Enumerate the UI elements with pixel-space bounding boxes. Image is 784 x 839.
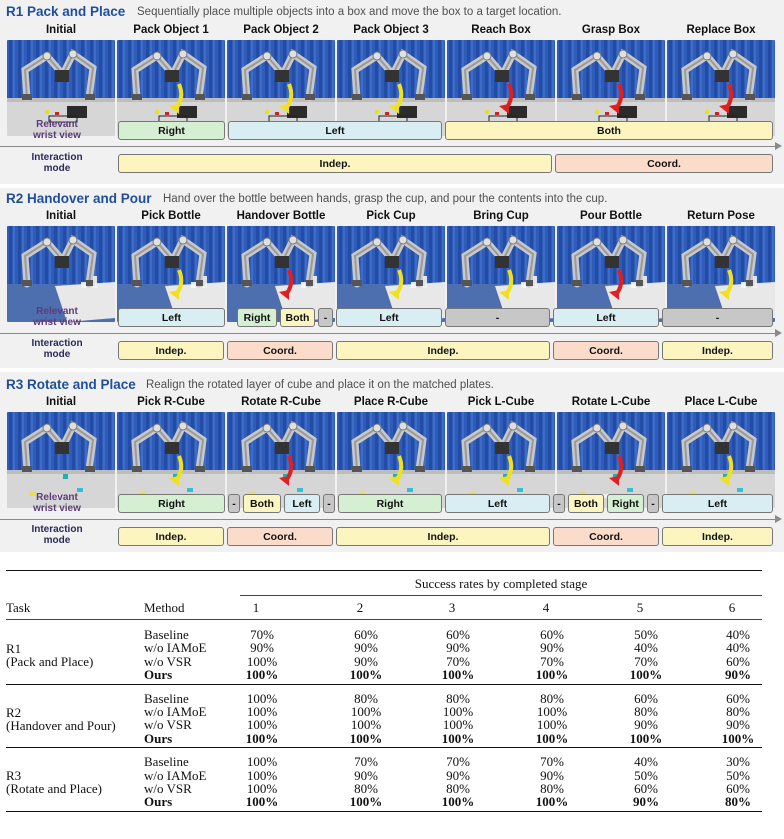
success-rate-cell: 90% bbox=[446, 640, 470, 656]
wrist-view-segment: Left bbox=[662, 494, 773, 513]
success-rate-cell: 100% bbox=[441, 667, 475, 683]
success-rate-cell: 40% bbox=[726, 640, 750, 656]
interaction-mode-segment: Indep. bbox=[336, 527, 550, 546]
stage-col-header: 5 bbox=[636, 600, 644, 615]
method-name: Baseline bbox=[144, 627, 189, 642]
stage-label: Place L-Cube bbox=[684, 396, 758, 408]
success-rate-cell: 70% bbox=[540, 754, 564, 770]
success-rate-cell: 40% bbox=[634, 754, 658, 770]
success-rate-cell: 100% bbox=[349, 794, 383, 810]
table-col-method: Method bbox=[144, 600, 185, 615]
wrist-view-segment: Right bbox=[118, 121, 225, 140]
success-rate-cell: 100% bbox=[350, 704, 382, 719]
success-rate-cell: 80% bbox=[540, 690, 564, 706]
success-rate-cell: 60% bbox=[540, 627, 564, 642]
stage-col-header: 4 bbox=[542, 600, 550, 615]
success-rate-cell: 90% bbox=[354, 640, 378, 656]
wrist-view-segment: Left bbox=[553, 308, 659, 327]
panel-r2 bbox=[0, 188, 784, 368]
stage-col-header: 2 bbox=[356, 600, 364, 615]
method-name: w/o IAMoE bbox=[144, 640, 207, 656]
table-group-rule bbox=[6, 811, 762, 812]
success-rate-cell: 90% bbox=[446, 767, 470, 783]
success-rate-cell: 100% bbox=[246, 754, 278, 770]
panel-title: R2 Handover and Pour bbox=[6, 191, 152, 206]
stage-col-header: 3 bbox=[448, 600, 456, 615]
success-rate-cell: 100% bbox=[442, 704, 474, 719]
success-rate-cell: 40% bbox=[634, 640, 658, 656]
success-rate-cell: 30% bbox=[726, 754, 750, 770]
success-rate-cell: 100% bbox=[441, 730, 475, 746]
success-rate-cell: 100% bbox=[246, 690, 278, 706]
stage-label: Pack Object 1 bbox=[133, 24, 209, 36]
table-header-rule bbox=[6, 619, 762, 620]
success-rate-cell: 70% bbox=[250, 627, 274, 642]
task-id: R1 bbox=[6, 641, 22, 656]
panel-title: R1 Pack and Place bbox=[6, 4, 126, 19]
stage-label: Place R-Cube bbox=[353, 396, 429, 408]
success-rate-cell: 90% bbox=[540, 767, 564, 783]
timeline-arrow-icon bbox=[775, 329, 782, 337]
table-group-rule bbox=[6, 684, 762, 685]
success-rate-cell: 90% bbox=[634, 717, 658, 733]
method-name: Ours bbox=[144, 794, 173, 810]
stage-label: Initial bbox=[45, 210, 77, 222]
success-rate-cell: 100% bbox=[246, 653, 278, 669]
success-rate-cell: 100% bbox=[721, 730, 755, 746]
success-rate-cell: 90% bbox=[540, 640, 564, 656]
success-rate-cell: 60% bbox=[446, 627, 470, 642]
method-name: w/o VSR bbox=[144, 717, 192, 733]
success-rate-cell: 90% bbox=[354, 653, 378, 669]
success-rate-cell: 100% bbox=[441, 794, 475, 810]
success-rate-cell: 100% bbox=[246, 781, 278, 796]
timeline-arrow-icon bbox=[775, 515, 782, 523]
table-top-rule bbox=[6, 570, 762, 571]
success-rate-cell: 100% bbox=[349, 667, 383, 683]
timeline-axis bbox=[0, 146, 780, 147]
wrist-view-segment: Right bbox=[338, 494, 442, 513]
interaction-mode-segment: Coord. bbox=[553, 527, 659, 546]
wrist-view-segment: - bbox=[445, 308, 550, 327]
success-rate-cell: 80% bbox=[726, 704, 750, 719]
panel-description: Sequentially place multiple objects into a box and move the box to a target location. bbox=[137, 6, 562, 18]
results-table-body bbox=[6, 621, 762, 833]
wrist-view-segment: Both bbox=[445, 121, 773, 140]
wrist-view-segment: Left bbox=[118, 308, 225, 327]
panel-description: Realign the rotated layer of cube and place it on the matched plates. bbox=[146, 379, 494, 391]
stage-label: Return Pose bbox=[687, 210, 755, 222]
success-rate-cell: 70% bbox=[634, 653, 658, 669]
success-rate-cell: 70% bbox=[354, 754, 378, 770]
success-rate-cell: 80% bbox=[354, 690, 378, 706]
wrist-view-label: Relevant wrist view bbox=[33, 492, 81, 514]
panel-title: R3 Rotate and Place bbox=[6, 377, 136, 392]
interaction-mode-segment: Indep. bbox=[118, 154, 552, 173]
task-name: (Pack and Place) bbox=[6, 654, 94, 669]
stage-label: Rotate L-Cube bbox=[571, 396, 651, 408]
success-rate-cell: 80% bbox=[634, 704, 658, 719]
panel-description: Hand over the bottle between hands, grasp the cup, and pour the contents into the cup. bbox=[163, 193, 608, 205]
wrist-view-segment: Left bbox=[445, 494, 550, 513]
interaction-mode-segment: Coord. bbox=[227, 341, 333, 360]
success-rate-cell: 90% bbox=[726, 717, 750, 733]
wrist-view-segment: Left bbox=[284, 494, 320, 513]
task-id: R2 bbox=[6, 704, 22, 720]
success-rate-cell: 80% bbox=[354, 781, 378, 796]
success-rate-cell: 50% bbox=[726, 767, 750, 783]
task-name: (Rotate and Place) bbox=[6, 781, 103, 797]
timeline-arrow-icon bbox=[775, 142, 782, 150]
method-name: Ours bbox=[144, 730, 173, 746]
wrist-view-segment: - bbox=[647, 494, 659, 513]
interaction-mode-segment: Indep. bbox=[118, 341, 224, 360]
method-name: w/o VSR bbox=[144, 653, 192, 669]
method-name: Baseline bbox=[144, 754, 189, 770]
wrist-view-segment: - bbox=[228, 494, 240, 513]
method-name: Ours bbox=[144, 667, 173, 683]
success-rate-cell: 100% bbox=[442, 717, 474, 733]
table-stage-header-row bbox=[240, 600, 762, 616]
success-rate-cell: 50% bbox=[634, 767, 658, 783]
table-group-rule bbox=[240, 595, 762, 596]
table-group-header: Success rates by completed stage bbox=[414, 576, 588, 591]
table-col-task: Task bbox=[6, 600, 31, 615]
success-rate-cell: 100% bbox=[245, 730, 279, 746]
success-rate-cell: 70% bbox=[540, 653, 564, 669]
success-rate-cell: 100% bbox=[246, 704, 278, 719]
wrist-view-segment: Right bbox=[118, 494, 225, 513]
stage-label: Initial bbox=[45, 24, 77, 36]
success-rate-cell: 100% bbox=[349, 730, 383, 746]
success-rate-cell: 100% bbox=[535, 730, 569, 746]
method-name: w/o VSR bbox=[144, 781, 192, 796]
interaction-mode-segment: Indep. bbox=[336, 341, 550, 360]
success-rate-cell: 80% bbox=[446, 690, 470, 706]
success-rate-cell: 100% bbox=[629, 667, 663, 683]
panel-r3 bbox=[0, 372, 784, 552]
stage-label: Handover Bottle bbox=[236, 210, 326, 222]
success-rate-cell: 100% bbox=[629, 730, 663, 746]
stage-label: Pack Object 3 bbox=[353, 24, 429, 36]
method-name: Baseline bbox=[144, 690, 189, 706]
success-rate-cell: 80% bbox=[446, 781, 470, 796]
success-rate-cell: 80% bbox=[725, 794, 751, 810]
wrist-view-segment: Right bbox=[237, 308, 277, 327]
stage-label: Bring Cup bbox=[473, 210, 529, 222]
stage-label: Pick L-Cube bbox=[467, 396, 535, 408]
success-rate-cell: 90% bbox=[354, 767, 378, 783]
wrist-view-label: Relevant wrist view bbox=[33, 306, 81, 328]
stage-label: Pick Cup bbox=[366, 210, 416, 222]
wrist-view-segment: - bbox=[662, 308, 773, 327]
interaction-mode-label: Interaction mode bbox=[31, 338, 83, 360]
wrist-view-segment: Right bbox=[607, 494, 644, 513]
interaction-mode-segment: Indep. bbox=[118, 527, 224, 546]
interaction-mode-segment: Coord. bbox=[227, 527, 333, 546]
success-rate-cell: 60% bbox=[634, 781, 658, 796]
timeline-axis bbox=[0, 333, 780, 334]
success-rate-cell: 100% bbox=[246, 767, 278, 783]
method-name: w/o IAMoE bbox=[144, 767, 207, 783]
success-rate-cell: 60% bbox=[634, 690, 658, 706]
wrist-view-label: Relevant wrist view bbox=[33, 119, 81, 141]
wrist-view-segment: Left bbox=[228, 121, 442, 140]
success-rate-cell: 60% bbox=[726, 653, 750, 669]
stage-label: Initial bbox=[45, 396, 77, 408]
wrist-view-segment: Both bbox=[243, 494, 281, 513]
success-rate-cell: 40% bbox=[726, 627, 750, 642]
interaction-mode-segment: Coord. bbox=[553, 341, 659, 360]
wrist-view-segment: - bbox=[323, 494, 335, 513]
stage-label: Pick Bottle bbox=[141, 210, 201, 222]
panel-r1 bbox=[0, 0, 784, 184]
stage-label: Replace Box bbox=[686, 24, 756, 36]
success-rate-cell: 70% bbox=[446, 754, 470, 770]
stage-label: Pack Object 2 bbox=[243, 24, 319, 36]
task-name: (Handover and Pour) bbox=[6, 717, 116, 733]
wrist-view-segment: Both bbox=[568, 494, 604, 513]
success-rate-cell: 100% bbox=[535, 794, 569, 810]
success-rate-cell: 100% bbox=[245, 794, 279, 810]
wrist-view-segment: Left bbox=[336, 308, 442, 327]
stage-label: Grasp Box bbox=[581, 24, 641, 36]
timeline-axis bbox=[0, 519, 780, 520]
success-rate-cell: 50% bbox=[634, 627, 658, 642]
interaction-mode-segment: Indep. bbox=[662, 341, 773, 360]
wrist-view-segment: - bbox=[553, 494, 565, 513]
stage-label: Rotate R-Cube bbox=[241, 396, 321, 408]
table-group-rule bbox=[6, 747, 762, 748]
success-rate-cell: 90% bbox=[250, 640, 274, 656]
stage-label: Pick R-Cube bbox=[137, 396, 205, 408]
interaction-mode-label: Interaction mode bbox=[31, 152, 83, 174]
task-id: R3 bbox=[6, 768, 22, 784]
success-rate-cell: 100% bbox=[536, 704, 568, 719]
stage-col-header: 1 bbox=[252, 600, 260, 615]
success-rate-cell: 60% bbox=[726, 781, 750, 796]
stage-label: Pour Bottle bbox=[580, 210, 642, 222]
robot-scene-image bbox=[227, 412, 335, 508]
success-rate-cell: 70% bbox=[446, 653, 470, 669]
method-name: w/o IAMoE bbox=[144, 704, 207, 719]
wrist-view-segment: Both bbox=[280, 308, 315, 327]
interaction-mode-label: Interaction mode bbox=[31, 524, 83, 546]
interaction-mode-segment: Coord. bbox=[555, 154, 773, 173]
success-rate-cell: 80% bbox=[540, 781, 564, 796]
success-rate-cell: 100% bbox=[535, 667, 569, 683]
success-rate-cell: 100% bbox=[350, 717, 382, 733]
stage-col-header: 6 bbox=[728, 600, 736, 615]
success-rate-cell: 100% bbox=[245, 667, 279, 683]
success-rate-cell: 100% bbox=[536, 717, 568, 733]
success-rate-cell: 60% bbox=[726, 690, 750, 706]
interaction-mode-segment: Indep. bbox=[662, 527, 773, 546]
stage-label: Reach Box bbox=[471, 24, 531, 36]
wrist-view-segment: - bbox=[318, 308, 333, 327]
success-rate-cell: 100% bbox=[246, 717, 278, 733]
success-rate-cell: 60% bbox=[354, 627, 378, 642]
success-rate-cell: 90% bbox=[725, 667, 751, 683]
success-rate-cell: 90% bbox=[633, 794, 659, 810]
